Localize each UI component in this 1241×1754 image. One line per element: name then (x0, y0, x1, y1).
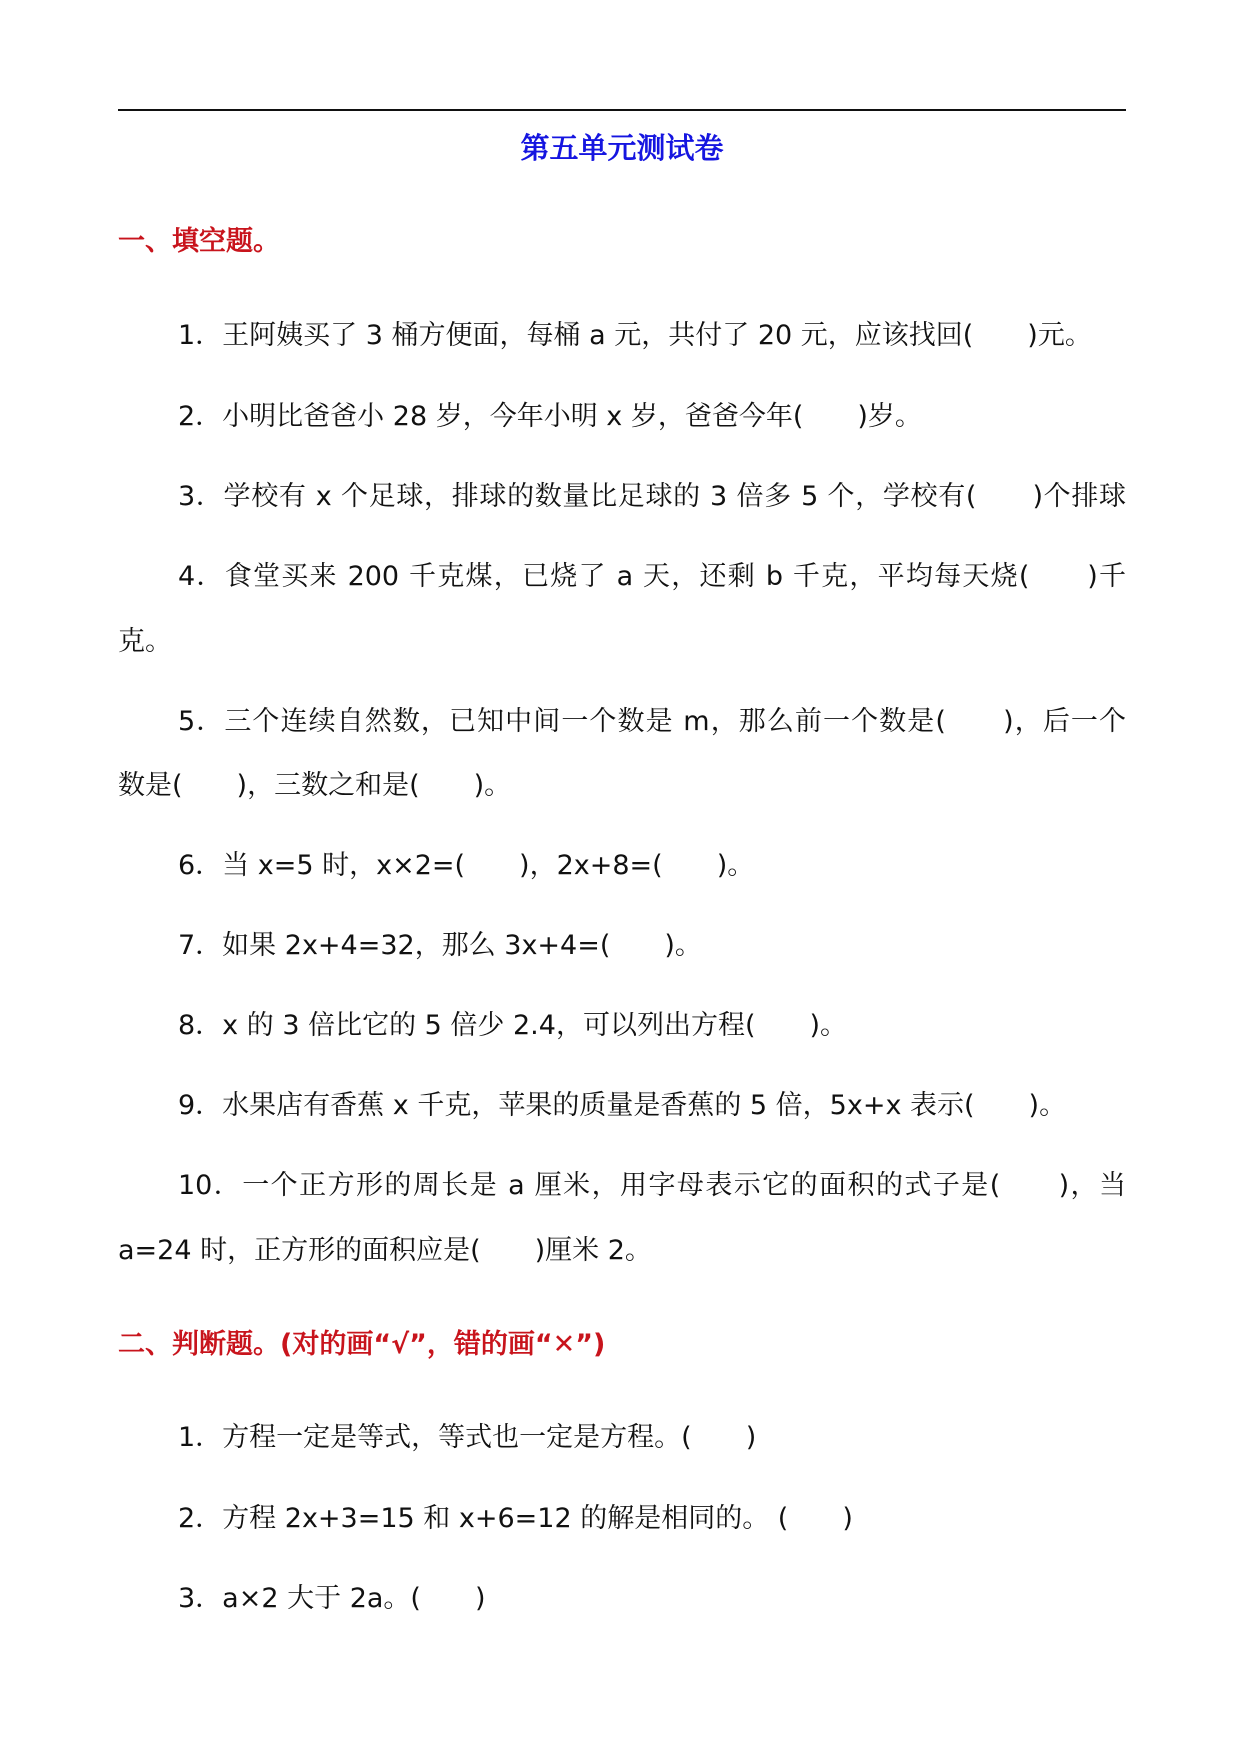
question-fill-7: 7．如果 2x+4=32，那么 3x+4=( )。 (178, 930, 702, 961)
question-fill-9: 9．水果店有香蕉 x 千克，苹果的质量是香蕉的 5 倍，5x+x 表示( )。 (178, 1090, 1067, 1121)
question-fill-8: 8．x 的 3 倍比它的 5 倍少 2.4，可以列出方程( )。 (178, 1010, 848, 1041)
question-fill-2: 2．小明比爸爸小 28 岁，今年小明 x 岁，爸爸今年( )岁。 (178, 401, 922, 432)
question-tf-2: 2．方程 2x+3=15 和 x+6=12 的解是相同的。 ( ) (178, 1503, 853, 1534)
question-fill-5: 5．三个连续自然数，已知中间一个数是 m，那么前一个数是( )，后一个 (178, 706, 1126, 737)
question-fill-10-cont: a=24 时，正方形的面积应是( )厘米 2。 (118, 1235, 652, 1266)
top-rule (118, 109, 1126, 111)
question-tf-1: 1．方程一定是等式，等式也一定是方程。( ) (178, 1422, 757, 1453)
page-title: 第五单元测试卷 (520, 131, 724, 165)
question-tf-3: 3．a×2 大于 2a。( ) (178, 1583, 486, 1614)
question-fill-10: 10．一个正方形的周长是 a 厘米，用字母表示它的面积的式子是( )，当 (178, 1170, 1126, 1201)
question-fill-6: 6．当 x=5 时，x×2=( )，2x+8=( )。 (178, 850, 755, 881)
question-fill-4-cont: 克。 (118, 626, 172, 657)
section-heading-fill-blank: 一、填空题。 (118, 226, 280, 257)
question-fill-1: 1．王阿姨买了 3 桶方便面，每桶 a 元，共付了 20 元，应该找回( )元。 (178, 320, 1092, 351)
question-fill-3: 3．学校有 x 个足球，排球的数量比足球的 3 倍多 5 个，学校有( )个排球 (178, 481, 1126, 512)
question-fill-4: 4．食堂买来 200 千克煤，已烧了 a 天，还剩 b 千克，平均每天烧( )千 (178, 561, 1126, 592)
section-heading-true-false: 二、判断题。(对的画“√”，错的画“✕”) (118, 1329, 606, 1360)
question-fill-5-cont: 数是( )，三数之和是( )。 (118, 770, 512, 801)
